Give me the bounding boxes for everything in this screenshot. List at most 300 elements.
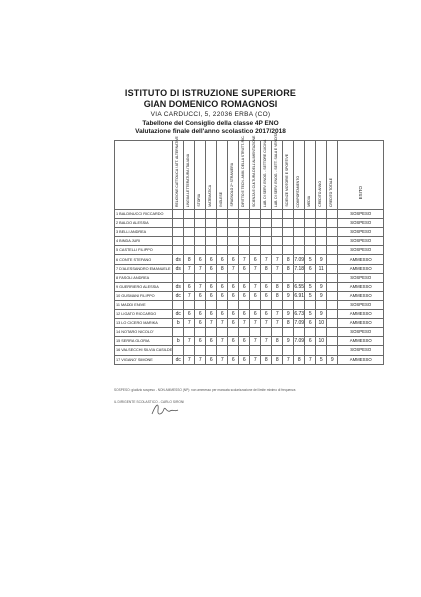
table-row	[115, 346, 384, 355]
grade-cell	[272, 210, 283, 219]
student-name: 4 BINDA JURI	[115, 237, 173, 246]
grade-cell	[294, 219, 305, 228]
table-row	[115, 337, 384, 346]
esito-cell: SOSPESO	[338, 300, 384, 309]
grade-cell	[239, 237, 250, 246]
grade-cell	[305, 228, 316, 237]
grade-cell	[173, 219, 184, 228]
header-name-column	[115, 141, 173, 210]
grade-cell: 7.09	[294, 256, 305, 263]
grade-cell	[239, 219, 250, 228]
institute-address: VIA CARDUCCI, 5, 22036 ERBA (CO)	[150, 111, 271, 118]
esito-header-label: ESITO	[358, 185, 364, 199]
esito-cell: AMMESSO	[338, 319, 384, 328]
grade-cell: 7	[272, 310, 283, 319]
grades-table	[114, 132, 384, 365]
table-row	[115, 355, 384, 364]
grade-cell	[228, 237, 239, 246]
grade-cell	[206, 228, 217, 237]
grade-cell	[206, 328, 217, 337]
grade-cell	[239, 246, 250, 255]
grade-cell	[184, 300, 195, 309]
student-name: 13 LO CICERO MARIKA	[115, 319, 173, 328]
subject-header-label: SCIENZE MOTORIE E SPORTIVE	[285, 154, 290, 207]
grade-cell: 8	[272, 291, 283, 300]
esito-cell: SOSPESO	[338, 246, 384, 255]
esito-cell: AMMESSO	[338, 310, 384, 319]
table-row	[115, 300, 384, 309]
grade-cell	[250, 300, 261, 309]
grade-cell	[261, 328, 272, 337]
student-name: 2 BALDO ALESSIA	[115, 219, 173, 228]
grade-cell: 6	[195, 337, 206, 346]
grade-cell	[217, 300, 228, 309]
grade-cell	[228, 300, 239, 309]
grade-cell	[184, 273, 195, 282]
subject-header-label: COMPORTAMENTO	[296, 175, 301, 207]
grade-cell	[217, 346, 228, 355]
grade-cell	[250, 228, 261, 237]
grade-cell	[217, 210, 228, 219]
grade-cell: 7	[184, 291, 195, 300]
grade-cell: 6	[228, 282, 239, 291]
grade-cell	[316, 219, 327, 228]
grade-cell: 6	[195, 319, 206, 328]
subject-header-label: MEDIA	[307, 196, 312, 207]
grade-cell	[327, 328, 338, 337]
grade-cell	[327, 228, 338, 237]
grade-cell	[272, 219, 283, 228]
grade-cell	[283, 273, 294, 282]
grade-cell: 7	[228, 264, 239, 273]
grade-cell	[184, 210, 195, 219]
grade-cell: 5	[305, 282, 316, 291]
signature-caption: IL DIRIGENTE SCOLASTICO - CARLO SIRONI	[114, 400, 185, 404]
student-name: 8 FASOLI ANDREA	[115, 273, 173, 282]
signature-mark	[150, 400, 180, 418]
grade-cell	[228, 219, 239, 228]
grade-cell: 7	[250, 355, 261, 364]
grade-cell	[316, 300, 327, 309]
grade-cell: 6	[305, 319, 316, 328]
grade-cell	[305, 219, 316, 228]
table-row	[115, 310, 384, 319]
grade-cell	[206, 346, 217, 355]
grade-cell: 10	[316, 337, 327, 346]
grade-cell: 9	[283, 337, 294, 346]
grade-cell	[206, 219, 217, 228]
grade-cell: 6	[228, 291, 239, 300]
grade-cell: 6	[206, 355, 217, 364]
subject-header	[327, 141, 338, 210]
subject-header	[239, 135, 250, 210]
grade-cell	[294, 246, 305, 255]
grade-cell: 6	[261, 310, 272, 319]
grade-cell	[239, 300, 250, 309]
esito-cell: SOSPESO	[338, 228, 384, 237]
student-name: 1 BALDINUCCI RICCARDO	[115, 210, 173, 219]
grade-cell: 8	[261, 264, 272, 273]
grade-cell: 7.09	[294, 320, 305, 327]
grade-cell	[327, 210, 338, 219]
grade-cell: 6	[261, 282, 272, 291]
student-name: 7 D'ALESSANDRO EMANUELE	[115, 264, 173, 273]
grade-cell	[206, 246, 217, 255]
grade-cell	[327, 237, 338, 246]
grade-cell: 6	[184, 282, 195, 291]
esito-cell: SOSPESO	[338, 210, 384, 219]
grade-cell: 6	[195, 310, 206, 319]
grade-cell: 7	[195, 282, 206, 291]
subject-header-label: SPAGNOLO 2^ STRANIERA	[230, 163, 235, 207]
grade-cell: 7	[217, 337, 228, 346]
grade-cell: 6	[239, 310, 250, 319]
student-name: 17 VIGANO' SIMONE	[115, 355, 173, 364]
grade-cell	[283, 328, 294, 337]
grade-cell	[305, 328, 316, 337]
grade-cell: 8	[272, 337, 283, 346]
grade-cell: 7.09	[294, 338, 305, 345]
grade-cell	[239, 346, 250, 355]
esito-cell: SOSPESO	[338, 237, 384, 246]
grade-cell: 5	[305, 255, 316, 264]
grade-cell	[195, 328, 206, 337]
grade-cell	[261, 210, 272, 219]
grade-cell	[283, 210, 294, 219]
grade-cell: 6	[239, 337, 250, 346]
subject-header	[272, 132, 283, 210]
grade-cell: 7	[250, 282, 261, 291]
esito-header	[338, 141, 384, 210]
grade-cell	[228, 246, 239, 255]
grade-cell: 6	[239, 282, 250, 291]
subject-header	[261, 141, 272, 210]
grade-cell	[294, 300, 305, 309]
grade-cell: 11	[316, 264, 327, 273]
grade-cell: 9	[316, 291, 327, 300]
grade-cell	[195, 228, 206, 237]
grade-cell	[239, 210, 250, 219]
grade-cell	[305, 246, 316, 255]
table-row	[115, 282, 384, 291]
grade-cell: 7	[250, 264, 261, 273]
grade-cell	[250, 237, 261, 246]
grade-cell: 6	[206, 310, 217, 319]
grade-cell	[217, 246, 228, 255]
grade-cell	[294, 346, 305, 355]
grade-cell: 7	[272, 255, 283, 264]
table-row	[115, 319, 384, 328]
grade-cell: 7	[195, 355, 206, 364]
grade-cell	[250, 246, 261, 255]
grade-cell	[195, 210, 206, 219]
institute-type: ISTITUTO DI ISTRUZIONE SUPERIORE	[124, 88, 297, 98]
grade-cell	[206, 273, 217, 282]
grade-cell: 10	[316, 319, 327, 328]
grade-cell	[250, 328, 261, 337]
student-name: 9 GUERRIERO ALESSIA	[115, 282, 173, 291]
student-name: 3 BELLI ANDREA	[115, 228, 173, 237]
subject-header	[173, 136, 184, 210]
subject-header	[217, 141, 228, 210]
grade-cell	[184, 228, 195, 237]
grade-cell: 8	[272, 355, 283, 364]
grade-cell: 6	[228, 310, 239, 319]
grade-cell: 9	[327, 355, 338, 364]
grade-cell: 9	[283, 310, 294, 319]
grade-cell	[261, 346, 272, 355]
subject-header	[228, 141, 239, 210]
grade-cell: 7	[283, 355, 294, 364]
grade-cell	[250, 210, 261, 219]
grade-cell	[239, 228, 250, 237]
grade-cell: 6	[206, 255, 217, 264]
subject-header-label: LAB. DI SERV. ENOG. - SETT. SALA E VENDITA	[274, 132, 279, 207]
grade-cell	[184, 246, 195, 255]
grade-cell	[316, 346, 327, 355]
grade-cell	[228, 228, 239, 237]
grade-cell	[217, 328, 228, 337]
grade-cell: 7	[272, 319, 283, 328]
grade-cell	[195, 237, 206, 246]
grade-cell: ds	[173, 282, 184, 291]
grade-cell: ds	[173, 255, 184, 264]
grade-cell: 8	[261, 355, 272, 364]
grade-cell: 7.18	[294, 265, 305, 272]
grade-cell: 6	[261, 291, 272, 300]
grade-cell: 5	[305, 310, 316, 319]
grade-cell	[294, 210, 305, 219]
grade-cell	[250, 219, 261, 228]
grade-cell: 8	[217, 264, 228, 273]
grade-cell	[327, 337, 338, 346]
grade-cell: 7	[184, 337, 195, 346]
subject-header-label: SCIENZA E CULTURA DELL'ALIMENTAZIONE	[252, 135, 257, 207]
subject-header-label: MATEMATICA	[208, 185, 213, 207]
student-name: 12 LIGATO RICCARDO	[115, 310, 173, 319]
subject-header-label: INGLESE	[219, 192, 224, 207]
grade-cell	[327, 255, 338, 264]
student-name: 11 MADDI ENIVE	[115, 300, 173, 309]
grade-cell: 5	[316, 355, 327, 364]
esito-cell: SOSPESO	[338, 328, 384, 337]
subject-header	[250, 135, 261, 210]
grade-cell	[305, 273, 316, 282]
grade-cell	[217, 219, 228, 228]
grade-cell	[195, 246, 206, 255]
grade-cell	[217, 228, 228, 237]
grade-cell	[327, 273, 338, 282]
grade-cell	[327, 219, 338, 228]
subject-header	[316, 141, 327, 210]
grade-cell	[294, 328, 305, 337]
grade-cell: 7	[305, 355, 316, 364]
grade-cell	[173, 328, 184, 337]
grade-cell	[217, 237, 228, 246]
grade-cell: 7	[272, 264, 283, 273]
grade-cell: 6	[250, 310, 261, 319]
grade-cell	[206, 210, 217, 219]
grade-cell: 7	[239, 255, 250, 264]
esito-cell: AMMESSO	[338, 255, 384, 264]
grade-cell	[217, 273, 228, 282]
grade-cell	[195, 273, 206, 282]
grade-cell	[283, 228, 294, 237]
table-row	[115, 246, 384, 255]
subject-header-label: CREDITO ANNO	[318, 181, 323, 207]
grade-cell: 7	[206, 319, 217, 328]
grade-cell	[173, 346, 184, 355]
grade-cell: 6	[217, 291, 228, 300]
grade-cell	[294, 237, 305, 246]
grade-cell	[283, 219, 294, 228]
grade-cell	[261, 273, 272, 282]
grade-cell: 6	[305, 264, 316, 273]
subject-header-label: LAB. DI SERV. ENOG. - SETTORE CUCINA	[263, 139, 268, 207]
grade-cell	[305, 210, 316, 219]
grade-cell	[283, 237, 294, 246]
grade-cell	[173, 300, 184, 309]
grade-cell	[327, 319, 338, 328]
table-row	[115, 255, 384, 264]
grade-cell	[228, 210, 239, 219]
grade-cell: 7	[217, 319, 228, 328]
grade-cell	[283, 246, 294, 255]
subject-header	[283, 141, 294, 210]
subject-header-label: LINGUA LETTERATURA ITALIANA	[186, 153, 191, 207]
grade-cell: 7	[184, 264, 195, 273]
grade-cell: 6	[195, 291, 206, 300]
grade-cell	[283, 300, 294, 309]
table-row	[115, 273, 384, 282]
esito-cell: AMMESSO	[338, 337, 384, 346]
grade-cell: 8	[283, 282, 294, 291]
grade-cell	[184, 219, 195, 228]
grade-cell	[195, 346, 206, 355]
grade-cell: 6	[239, 264, 250, 273]
grade-cell: 6	[305, 337, 316, 346]
grade-cell	[316, 237, 327, 246]
grade-cell: 9	[316, 310, 327, 319]
grade-cell	[316, 246, 327, 255]
subject-header	[206, 141, 217, 210]
grade-cell	[316, 328, 327, 337]
grade-cell: 6	[217, 282, 228, 291]
grade-cell: 7	[261, 255, 272, 264]
grade-cell: 6	[217, 310, 228, 319]
table-row	[115, 237, 384, 246]
student-name: 6 CONTE STEFANO	[115, 255, 173, 264]
grade-cell	[272, 246, 283, 255]
grade-cell: 6	[239, 355, 250, 364]
table-row	[115, 210, 384, 219]
grade-cell: 6	[206, 282, 217, 291]
grade-cell: 9	[283, 291, 294, 300]
grade-cell: 8	[283, 319, 294, 328]
grade-cell	[305, 300, 316, 309]
grade-cell: 7	[250, 337, 261, 346]
grade-cell: 8	[283, 264, 294, 273]
grade-cell	[184, 237, 195, 246]
student-name: 16 VALSECCHI SILVIA CASILDE	[115, 346, 173, 355]
grade-cell: dc	[173, 310, 184, 319]
grade-cell	[195, 300, 206, 309]
grade-cell: 8	[272, 282, 283, 291]
grade-cell: 5	[305, 291, 316, 300]
grade-cell: 7	[217, 355, 228, 364]
student-name: 10 GUSMANI FILIPPO	[115, 291, 173, 300]
grade-cell	[261, 237, 272, 246]
grade-cell: 6	[239, 291, 250, 300]
grade-cell: 7	[261, 337, 272, 346]
grade-cell	[272, 273, 283, 282]
grade-cell	[316, 210, 327, 219]
grade-cell	[261, 228, 272, 237]
grade-cell	[327, 300, 338, 309]
institute-name: GIAN DOMENICO ROMAGNOSI	[143, 99, 278, 109]
grade-cell: 6	[228, 255, 239, 264]
grade-cell	[316, 273, 327, 282]
grade-cell	[327, 282, 338, 291]
grade-cell	[316, 228, 327, 237]
grades-table-header	[115, 141, 384, 210]
grade-cell	[195, 219, 206, 228]
grade-cell	[272, 300, 283, 309]
grade-cell: 6	[206, 291, 217, 300]
grade-cell	[327, 346, 338, 355]
subject-header	[195, 141, 206, 210]
grade-cell	[272, 237, 283, 246]
table-row	[115, 291, 384, 300]
grade-cell	[239, 328, 250, 337]
esito-cell: SOSPESO	[338, 346, 384, 355]
table-row	[115, 264, 384, 273]
esito-cell: SOSPESO	[338, 273, 384, 282]
grade-cell: b	[173, 319, 184, 328]
grade-cell	[272, 228, 283, 237]
table-row	[115, 328, 384, 337]
grade-cell: 6.73	[294, 311, 305, 318]
grade-cell: dc	[173, 355, 184, 364]
grade-cell: 7	[261, 319, 272, 328]
grade-cell: 9	[316, 255, 327, 264]
esito-cell: AMMESSO	[338, 355, 384, 364]
grade-cell	[239, 273, 250, 282]
grade-cell: 8	[294, 355, 305, 364]
grade-cell: 6	[217, 255, 228, 264]
grade-cell	[305, 237, 316, 246]
grade-cell	[327, 291, 338, 300]
subject-header-label: CREDITO TOTALE	[329, 178, 334, 207]
grade-cell	[327, 246, 338, 255]
grade-cell	[294, 273, 305, 282]
grade-cell	[184, 328, 195, 337]
grade-cell: 6	[184, 310, 195, 319]
table-row	[115, 219, 384, 228]
grade-cell	[283, 346, 294, 355]
student-name: 15 SERRA GLORIA	[115, 337, 173, 346]
grade-cell	[173, 273, 184, 282]
grade-cell	[173, 246, 184, 255]
grade-cell	[228, 346, 239, 355]
grade-cell: 6	[250, 291, 261, 300]
grade-cell	[261, 300, 272, 309]
grade-cell	[261, 246, 272, 255]
subject-header	[305, 141, 316, 210]
grade-cell: 6	[228, 319, 239, 328]
grade-cell	[261, 219, 272, 228]
grade-cell	[250, 346, 261, 355]
